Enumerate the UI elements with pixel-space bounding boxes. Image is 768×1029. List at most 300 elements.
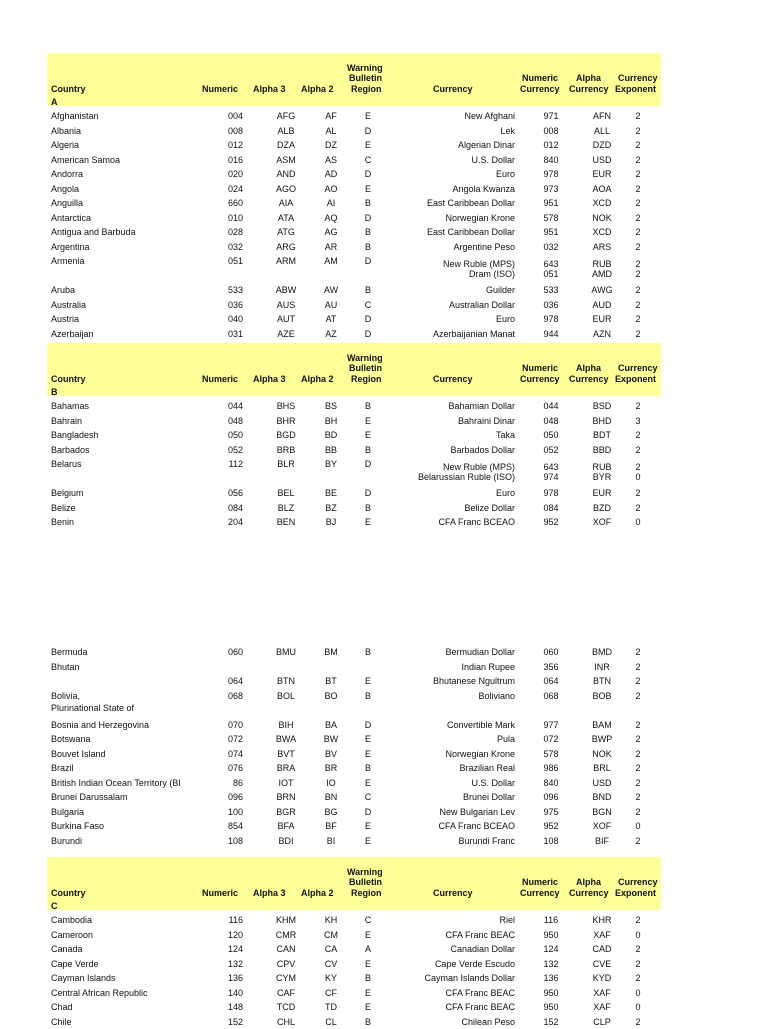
country-numeric-code: 136 [227, 973, 243, 983]
country-alpha2-code: DZ [325, 140, 337, 150]
country-numeric-code: 024 [227, 183, 243, 194]
country-numeric-code: 533 [227, 285, 243, 295]
currency-name: Pula [496, 734, 515, 744]
country-alpha2-code: AT [325, 314, 337, 324]
currency-exponent: 2 [635, 212, 641, 223]
country-name: Afghanistan [51, 111, 99, 121]
currency-alpha-code: XAF [593, 1002, 611, 1012]
warning-bulletin-region: D [364, 256, 372, 266]
table-row [47, 776, 661, 790]
currency-alpha-code: RUB [592, 462, 612, 472]
header-warning: Warning [347, 353, 383, 363]
warning-bulletin-region: A [364, 944, 371, 954]
currency-exponent: 2 [635, 806, 641, 817]
country-numeric-code: 124 [227, 944, 243, 954]
currency-numeric-code: 048 [543, 415, 559, 426]
currency-name: New Bulgarian Lev [439, 806, 515, 817]
country-name: Burkina Faso [51, 821, 105, 831]
country-name: Benin [51, 517, 75, 527]
currency-numeric-code: 036 [543, 299, 559, 310]
warning-bulletin-region: D [364, 488, 372, 498]
country-alpha2-code: BJ [325, 517, 337, 527]
country-alpha3-code: CMR [275, 929, 297, 940]
country-numeric-code: 854 [227, 821, 243, 831]
currency-numeric-code: 132 [543, 958, 559, 969]
currency-name: New Afghani [464, 111, 515, 121]
country-numeric-code: 86 [232, 777, 243, 788]
currency-alpha-code: XCD [592, 227, 612, 237]
country-name: Albania [51, 125, 82, 136]
currency-exponent: 0 [635, 1002, 641, 1012]
warning-bulletin-region: E [364, 1002, 371, 1012]
table-row [47, 986, 661, 1000]
currency-exponent-secondary: 0 [635, 472, 641, 482]
table-row [47, 167, 661, 181]
country-name: Bulgaria [51, 806, 85, 817]
table-row [47, 942, 661, 956]
country-alpha3-code: BRB [276, 444, 296, 455]
currency-exponent: 2 [635, 462, 641, 472]
table-row [47, 327, 661, 341]
currency-name: Lek [500, 125, 515, 136]
table-row [47, 399, 661, 413]
country-alpha3-code: BMU [276, 647, 296, 657]
header-region: Region [351, 84, 382, 94]
country-alpha3-code: BEL [277, 488, 295, 498]
table-row [47, 501, 661, 515]
currency-name: Cayman Islands Dollar [424, 973, 515, 983]
country-alpha2-code: BS [324, 401, 337, 411]
country-alpha3-code: BDI [278, 835, 294, 846]
country-name: Brunei Darussalam [51, 792, 128, 802]
currency-numeric-code: 044 [543, 401, 559, 411]
warning-bulletin-region: E [364, 748, 371, 759]
currency-numeric-code: 643 [543, 462, 559, 472]
country-alpha2-code: AG [324, 227, 338, 237]
currency-name: CFA Franc BCEAO [438, 517, 515, 527]
country-numeric-code: 064 [227, 676, 243, 686]
currency-numeric-code: 950 [543, 1002, 559, 1012]
currency-name: Guilder [485, 285, 515, 295]
country-alpha2-code: AQ [324, 212, 338, 223]
country-name: Cameroon [51, 929, 94, 940]
country-name: Chile [51, 1016, 72, 1027]
header-currency: Currency [433, 84, 473, 94]
currency-alpha-code: BHD [592, 415, 612, 426]
warning-bulletin-region: B [364, 690, 371, 701]
table-row [47, 689, 661, 713]
section-header [47, 343, 661, 396]
table-row [47, 254, 661, 279]
currency-exponent: 2 [635, 444, 641, 455]
currency-exponent: 2 [635, 198, 641, 208]
currency-name: Bahraini Dinar [457, 415, 515, 426]
country-alpha3-code: BHS [276, 401, 296, 411]
currency-alpha-code: BTN [593, 676, 611, 686]
table-row [47, 182, 661, 196]
header-numeric: Numeric [202, 888, 239, 898]
warning-bulletin-region: E [364, 958, 371, 969]
country-alpha3-code: AUT [277, 314, 295, 324]
currency-exponent: 0 [635, 987, 641, 998]
currency-exponent: 2 [635, 763, 641, 773]
currency-numeric-code: 977 [543, 719, 559, 730]
currency-numeric-code: 643 [543, 259, 559, 269]
currency-name: Angola Kwanza [452, 183, 515, 194]
country-alpha2-code: AM [324, 256, 338, 266]
table-row [47, 138, 661, 152]
currency-exponent: 2 [635, 401, 641, 411]
currency-exponent: 0 [635, 517, 641, 527]
currency-exponent: 0 [635, 929, 641, 940]
currency-alpha-code: BGN [592, 806, 612, 817]
country-numeric-code: 060 [227, 647, 243, 657]
currency-alpha-code: AOA [592, 183, 612, 194]
warning-bulletin-region: D [364, 459, 372, 469]
country-name: Belgium [51, 488, 84, 498]
country-name: Bosnia and Herzegovina [51, 719, 150, 730]
country-alpha2-code: CA [324, 944, 338, 954]
currency-alpha-code: RUB [592, 259, 612, 269]
header-numeric-currency-1: Numeric [522, 877, 559, 887]
country-alpha2-code: AO [324, 183, 338, 194]
currency-name: Belize Dollar [464, 502, 515, 513]
table-row [47, 834, 661, 848]
country-alpha2-code: BN [324, 792, 338, 802]
warning-bulletin-region: E [364, 517, 371, 527]
country-numeric-code: 074 [227, 748, 243, 759]
country-alpha3-code: ALB [277, 125, 295, 136]
table-row [47, 283, 661, 297]
warning-bulletin-region: C [364, 299, 372, 310]
table-row [47, 515, 661, 529]
country-name: Brazil [51, 763, 74, 773]
country-alpha2-code: BT [325, 676, 337, 686]
table-row [47, 414, 661, 428]
currency-numeric-code: 124 [543, 944, 559, 954]
currency-name: Canadian Dollar [450, 944, 515, 954]
country-alpha3-code: BEN [276, 517, 296, 527]
section-letter: A [51, 97, 58, 107]
header-alpha-currency-2: Currency [569, 374, 609, 384]
country-name: Barbados [51, 444, 90, 455]
currency-numeric-code: 072 [543, 734, 559, 744]
currency-name: Indian Rupee [461, 661, 515, 672]
country-alpha3-code: BFA [277, 821, 295, 831]
header-region: Region [351, 888, 382, 898]
country-alpha3-code: BGR [276, 806, 296, 817]
currency-alpha-code: BIF [594, 835, 609, 846]
section-letter: C [51, 901, 58, 911]
currency-numeric-code: 060 [543, 647, 559, 657]
warning-bulletin-region: B [364, 227, 371, 237]
header-warning: Warning [347, 867, 383, 877]
warning-bulletin-region: E [364, 415, 371, 426]
header-country: Country [51, 374, 86, 384]
table-row [47, 225, 661, 239]
country-alpha3-code: BOL [276, 690, 295, 701]
header-numeric-currency-2: Currency [520, 374, 560, 384]
currency-numeric-code: 008 [543, 125, 559, 136]
header-alpha2: Alpha 2 [301, 84, 334, 94]
country-alpha3-code: ATG [277, 227, 295, 237]
currency-alpha-code: XOF [592, 517, 612, 527]
currency-name-secondary: Belarussian Ruble (ISO) [417, 472, 515, 482]
currency-exponent: 2 [635, 958, 641, 969]
header-numeric-currency-2: Currency [520, 84, 560, 94]
warning-bulletin-region: D [364, 169, 372, 179]
currency-exponent: 2 [635, 430, 641, 440]
currency-numeric-code: 950 [543, 987, 559, 998]
currency-numeric-code: 152 [543, 1016, 559, 1027]
currency-numeric-code: 978 [543, 314, 559, 324]
country-name: Azerbaijan [51, 328, 94, 339]
currency-alpha-code: USD [592, 154, 612, 165]
country-alpha3-code: BLR [277, 459, 295, 469]
warning-bulletin-region: B [364, 1016, 371, 1027]
currency-numeric-code: 951 [543, 227, 559, 237]
currency-exponent: 2 [635, 792, 641, 802]
country-name: Bahamas [51, 401, 90, 411]
country-name: Bangladesh [51, 430, 99, 440]
country-name: Cambodia [51, 915, 93, 925]
warning-bulletin-region: D [364, 806, 372, 817]
currency-name: Barbados Dollar [450, 444, 515, 455]
currency-numeric-code: 840 [543, 777, 559, 788]
currency-exponent: 2 [635, 973, 641, 983]
country-numeric-code: 116 [228, 915, 243, 925]
currency-numeric-code: 971 [543, 111, 559, 121]
currency-exponent: 3 [635, 415, 641, 426]
table-row [47, 718, 661, 732]
currency-alpha-code: EUR [592, 169, 612, 179]
header-currency-exponent-2: Exponent [615, 374, 657, 384]
warning-bulletin-region: E [364, 111, 371, 121]
country-alpha2-code: BE [324, 488, 337, 498]
warning-bulletin-region: E [364, 676, 371, 686]
country-alpha3-code: AUS [276, 299, 296, 310]
currency-exponent: 2 [635, 183, 641, 194]
currency-numeric-code-secondary: 051 [543, 269, 559, 279]
currency-name: Argentine Peso [453, 241, 515, 252]
currency-numeric-code: 050 [543, 430, 559, 440]
currency-name: Convertible Mark [446, 719, 515, 730]
currency-alpha-code: ALL [593, 125, 610, 136]
warning-bulletin-region: E [364, 183, 371, 194]
currency-name: CFA Franc BCEAO [438, 821, 515, 831]
currency-name: Azerbaijanian Manat [432, 328, 515, 339]
country-name: Bouvet Island [51, 748, 106, 759]
currency-alpha-code: EUR [592, 488, 612, 498]
currency-exponent: 2 [635, 111, 641, 121]
table-row [47, 747, 661, 761]
currency-name: Brazilian Real [459, 763, 515, 773]
currency-exponent: 0 [635, 821, 641, 831]
currency-alpha-code: ARS [592, 241, 612, 252]
country-alpha2-code: BM [324, 647, 338, 657]
currency-numeric-code: 975 [543, 806, 559, 817]
header-numeric: Numeric [202, 374, 239, 384]
table-row [47, 971, 661, 985]
country-alpha3-code: AND [276, 169, 296, 179]
header-country: Country [51, 888, 86, 898]
currency-alpha-code: XAF [593, 987, 611, 998]
currency-numeric-code: 578 [543, 212, 559, 223]
currency-alpha-code: EUR [592, 314, 612, 324]
currency-name: Bermudian Dollar [445, 647, 515, 657]
warning-bulletin-region: B [364, 444, 371, 455]
country-numeric-code: 070 [227, 719, 243, 730]
header-alpha-currency-1: Alpha [576, 73, 602, 83]
table-row [47, 674, 661, 688]
currency-numeric-code: 578 [543, 748, 559, 759]
country-numeric-code: 140 [227, 987, 243, 998]
currency-alpha-code: BBD [592, 444, 612, 455]
table-row [47, 240, 661, 254]
table-row [47, 443, 661, 457]
country-numeric-code: 020 [227, 169, 243, 179]
country-alpha2-code: BV [324, 748, 337, 759]
header-numeric: Numeric [202, 84, 239, 94]
warning-bulletin-region: E [364, 929, 371, 940]
country-alpha2-code: KY [324, 973, 337, 983]
currency-exponent: 2 [635, 647, 641, 657]
currency-numeric-code: 136 [543, 973, 559, 983]
country-alpha3-code: BLZ [277, 502, 295, 513]
currency-numeric-code: 356 [543, 661, 559, 672]
warning-bulletin-region: E [364, 734, 371, 744]
currency-alpha-code: XOF [592, 821, 612, 831]
warning-bulletin-region: E [364, 430, 371, 440]
country-numeric-code: 072 [227, 734, 243, 744]
currency-name-secondary: Dram (ISO) [469, 269, 515, 279]
table-row [47, 913, 661, 927]
country-alpha3-code: IOT [278, 777, 294, 788]
currency-name: Riel [499, 915, 515, 925]
currency-alpha-code: XAF [593, 929, 611, 940]
currency-name: CFA Franc BEAC [445, 1002, 515, 1012]
currency-exponent: 2 [635, 734, 641, 744]
country-numeric-code: 120 [227, 929, 243, 940]
warning-bulletin-region: E [364, 987, 371, 998]
warning-bulletin-region: B [364, 241, 371, 252]
warning-bulletin-region: C [364, 915, 372, 925]
currency-exponent: 2 [635, 690, 641, 701]
country-alpha3-code: AZE [277, 328, 295, 339]
table-row [47, 1000, 661, 1014]
table-row [47, 428, 661, 442]
country-name: Argentina [51, 241, 90, 252]
warning-bulletin-region: C [364, 154, 372, 165]
country-alpha2-code: AU [324, 299, 338, 310]
country-name: Chad [51, 1002, 73, 1012]
table-row [47, 486, 661, 500]
header-bulletin: Bulletin [349, 363, 382, 373]
warning-bulletin-region: D [364, 125, 372, 136]
country-name: Australia [51, 299, 87, 310]
country-numeric-code: 056 [227, 488, 243, 498]
currency-numeric-code: 064 [543, 676, 559, 686]
country-alpha3-code: AIA [278, 198, 294, 208]
currency-exponent: 2 [635, 227, 641, 237]
country-numeric-code: 031 [227, 328, 243, 339]
country-numeric-code: 044 [227, 401, 243, 411]
currency-alpha-code: BDT [593, 430, 611, 440]
currency-alpha-code: CAD [592, 944, 612, 954]
table-row [47, 153, 661, 167]
currency-alpha-code: AWG [591, 285, 613, 295]
currency-alpha-code: BRL [593, 763, 611, 773]
currency-name: New Ruble (MPS) [442, 462, 515, 472]
table-row [47, 790, 661, 804]
table-row [47, 732, 661, 746]
country-alpha2-code: AZ [325, 328, 337, 339]
country-name: Bhutan [51, 661, 80, 672]
country-numeric-code: 048 [227, 415, 243, 426]
currency-alpha-code: BAM [592, 719, 612, 730]
table-row [47, 196, 661, 210]
currency-numeric-code: 012 [543, 140, 559, 150]
table-row [47, 761, 661, 775]
country-name-secondary: Plurinational State of [51, 702, 135, 713]
table-row [47, 957, 661, 971]
currency-alpha-code: KHR [592, 915, 612, 925]
warning-bulletin-region: B [364, 401, 371, 411]
country-name: Burundi [51, 835, 83, 846]
currency-name: Norwegian Krone [445, 748, 515, 759]
country-name: Austria [51, 314, 80, 324]
currency-alpha-code: BND [592, 792, 612, 802]
header-currency-exponent-2: Exponent [615, 888, 657, 898]
country-numeric-code: 050 [227, 430, 243, 440]
currency-name: Euro [495, 169, 515, 179]
currency-alpha-code: AUD [592, 299, 612, 310]
currency-exponent: 2 [635, 748, 641, 759]
country-numeric-code: 096 [227, 792, 243, 802]
header-bulletin: Bulletin [349, 877, 382, 887]
table-row [47, 298, 661, 312]
country-alpha2-code: BZ [325, 502, 337, 513]
currency-alpha-code: NOK [592, 748, 612, 759]
country-alpha2-code: AF [325, 111, 337, 121]
warning-bulletin-region: B [364, 198, 371, 208]
country-numeric-code: 016 [227, 154, 243, 165]
header-currency: Currency [433, 888, 473, 898]
country-alpha3-code: BGD [276, 430, 296, 440]
currency-numeric-code: 032 [543, 241, 559, 252]
section-header [47, 857, 661, 910]
country-numeric-code: 100 [227, 806, 243, 817]
currency-numeric-code: 978 [543, 488, 559, 498]
currency-alpha-code: AZN [593, 328, 611, 339]
currency-alpha-code: DZD [592, 140, 612, 150]
country-alpha2-code: CF [325, 987, 337, 998]
warning-bulletin-region: B [364, 763, 371, 773]
header-region: Region [351, 374, 382, 384]
country-alpha2-code: AL [325, 125, 337, 136]
country-alpha3-code: ARM [276, 256, 296, 266]
header-numeric-currency-1: Numeric [522, 363, 559, 373]
country-alpha3-code: BWA [275, 734, 297, 744]
currency-alpha-code: BOB [592, 690, 612, 701]
country-alpha2-code: BO [324, 690, 338, 701]
table-row [47, 124, 661, 138]
currency-name: Euro [495, 314, 515, 324]
currency-exponent-secondary: 2 [635, 269, 641, 279]
currency-name: East Caribbean Dollar [426, 227, 515, 237]
currency-name: U.S. Dollar [471, 154, 515, 165]
country-alpha3-code: AGO [275, 183, 296, 194]
